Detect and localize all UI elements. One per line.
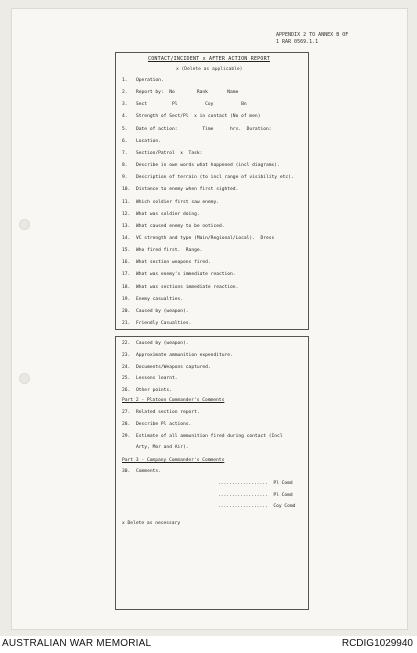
form-box-part-2 (115, 336, 309, 610)
form-item (122, 163, 280, 169)
item-number: 15. (122, 248, 131, 254)
form-item (122, 236, 274, 242)
item-number: 13. (122, 223, 131, 229)
item-number: 19. (122, 296, 131, 302)
item-number: 1. (122, 78, 128, 83)
item-text: Related section report. (136, 410, 200, 415)
item-number: 14. (122, 235, 131, 241)
item-number: 28. (122, 421, 131, 427)
footer-catalogue-id: RCDIG1029940 (341, 638, 413, 649)
form-item (122, 187, 238, 193)
form-box-part-1 (115, 52, 309, 330)
item-text: Comments. (136, 469, 161, 474)
item-text: Documents/Weapons captured. (136, 364, 211, 370)
item-number: 22. (122, 341, 131, 346)
item-number: 26. (122, 388, 131, 394)
part-2-heading: Part 2 - Platoon Commander's Comments (122, 398, 225, 403)
form-item (122, 353, 233, 359)
item-text: Location. (136, 138, 161, 144)
item-number: 30. (122, 469, 131, 474)
item-text: Describe in own words what happened (incl diagrams). (136, 163, 280, 169)
item-text: Caused by (weapon). (136, 308, 189, 314)
item-number: 9. (122, 175, 128, 181)
item-number: 24. (122, 364, 131, 370)
form-item (122, 200, 219, 206)
item-text: Which soldier first saw enemy. (136, 199, 219, 205)
item-number: 6. (122, 138, 128, 144)
form-item (122, 224, 225, 230)
signature-line: .................. Coy Comd (218, 504, 296, 509)
item-text: Distance to enemy when first sighted. (136, 187, 239, 193)
form-item (122, 469, 161, 475)
item-text: What was soldier doing. (136, 211, 200, 217)
item-text: Describe Pl actions. (136, 421, 192, 427)
item-number: 16. (122, 260, 131, 266)
punch-hole (19, 219, 30, 230)
item-text: What was enemy's immediate reaction. (136, 272, 236, 278)
form-item (122, 90, 238, 96)
item-text: Report by: No Rank Name (136, 90, 239, 96)
item-number: 29. (122, 433, 131, 439)
signature-line: .................. Pl Comd (218, 481, 293, 486)
form-item (122, 127, 272, 133)
item-text: Caused by (weapon). (136, 341, 189, 346)
footer-institution: AUSTRALIAN WAR MEMORIAL (2, 638, 152, 649)
signature-line: .................. Pl Comd (218, 492, 293, 498)
form-item (122, 309, 189, 315)
form-item (122, 388, 172, 394)
item-number: 8. (122, 163, 128, 169)
item-text: VC strength and type (Main/Regional/Local). Dress (136, 235, 275, 241)
form-item (122, 285, 238, 291)
form-item (122, 139, 161, 145)
item-number: 10. (122, 187, 131, 193)
item-number: 4. (122, 114, 128, 120)
item-text: Enemy casualties. (136, 296, 184, 302)
item-number: 2. (122, 90, 128, 96)
item-text: Friendly Casualties. (136, 321, 192, 326)
form-item (122, 376, 178, 382)
form-item (122, 114, 260, 120)
item-number: 7. (122, 150, 128, 156)
punch-hole (19, 373, 30, 384)
form-item (122, 248, 202, 254)
item-number: 21. (122, 321, 131, 326)
form-item (122, 321, 191, 327)
form-item (122, 410, 200, 416)
footnote: x Delete as necessary (122, 521, 181, 526)
item-text: Who fired first. Range. (136, 248, 203, 254)
item-number: 18. (122, 284, 131, 290)
item-number: 25. (122, 376, 131, 382)
appendix-line-1: APPENDIX 2 TO ANNEX B OF (276, 32, 349, 38)
item-number: 11. (122, 199, 131, 205)
part-3-heading: Part 3 - Company Commander's Comments (122, 458, 225, 463)
form-item (122, 175, 294, 181)
form-item (122, 422, 191, 428)
form-item (122, 445, 189, 451)
item-text: Approximate ammunition expenditure. (136, 352, 233, 358)
form-item (122, 365, 211, 371)
item-number: 20. (122, 308, 131, 314)
form-item (122, 297, 183, 303)
item-text: Description of terrain (to incl range of visibility etc). (136, 175, 294, 181)
item-text: Estimate of all ammunition fired during contact (Incl (136, 433, 283, 439)
form-title: CONTACT/INCIDENT x AFTER ACTION REPORT (148, 56, 270, 62)
item-number: 3. (122, 102, 128, 108)
item-text: Arty, Mor and Air). (136, 445, 189, 451)
form-item (122, 151, 202, 157)
form-item (122, 434, 283, 440)
item-text: What caused enemy to be noticed. (136, 223, 225, 229)
item-text: What section weapons fired. (136, 260, 211, 266)
item-text: What was sections immediate reaction. (136, 284, 239, 290)
form-item (122, 341, 189, 347)
item-text: Section/Patrol x Task: (136, 150, 203, 156)
appendix-line-2: 1 RAR 0569.1.1 (276, 39, 319, 45)
form-item (122, 212, 200, 218)
item-text: Operation. (136, 78, 164, 83)
form-item (122, 272, 236, 278)
form-item (122, 102, 247, 108)
item-text: Date of action: Time hrs. Duration: (136, 126, 272, 132)
form-subtitle: x (Delete as applicable) (176, 67, 243, 72)
item-text: Sect Pl Coy Bn (136, 102, 247, 108)
item-text: Lessons learnt. (136, 376, 178, 382)
item-text: Strength of Sect/Pl x in contact (No of men) (136, 114, 261, 120)
item-number: 5. (122, 126, 128, 132)
appendix-reference (276, 32, 348, 46)
item-text: Other points. (136, 388, 172, 394)
item-number: 27. (122, 410, 131, 415)
item-number: 23. (122, 352, 131, 358)
footer-bar (0, 636, 417, 653)
form-item (122, 78, 164, 84)
item-number: 12. (122, 211, 131, 217)
item-number: 17. (122, 272, 131, 278)
form-item (122, 260, 211, 266)
